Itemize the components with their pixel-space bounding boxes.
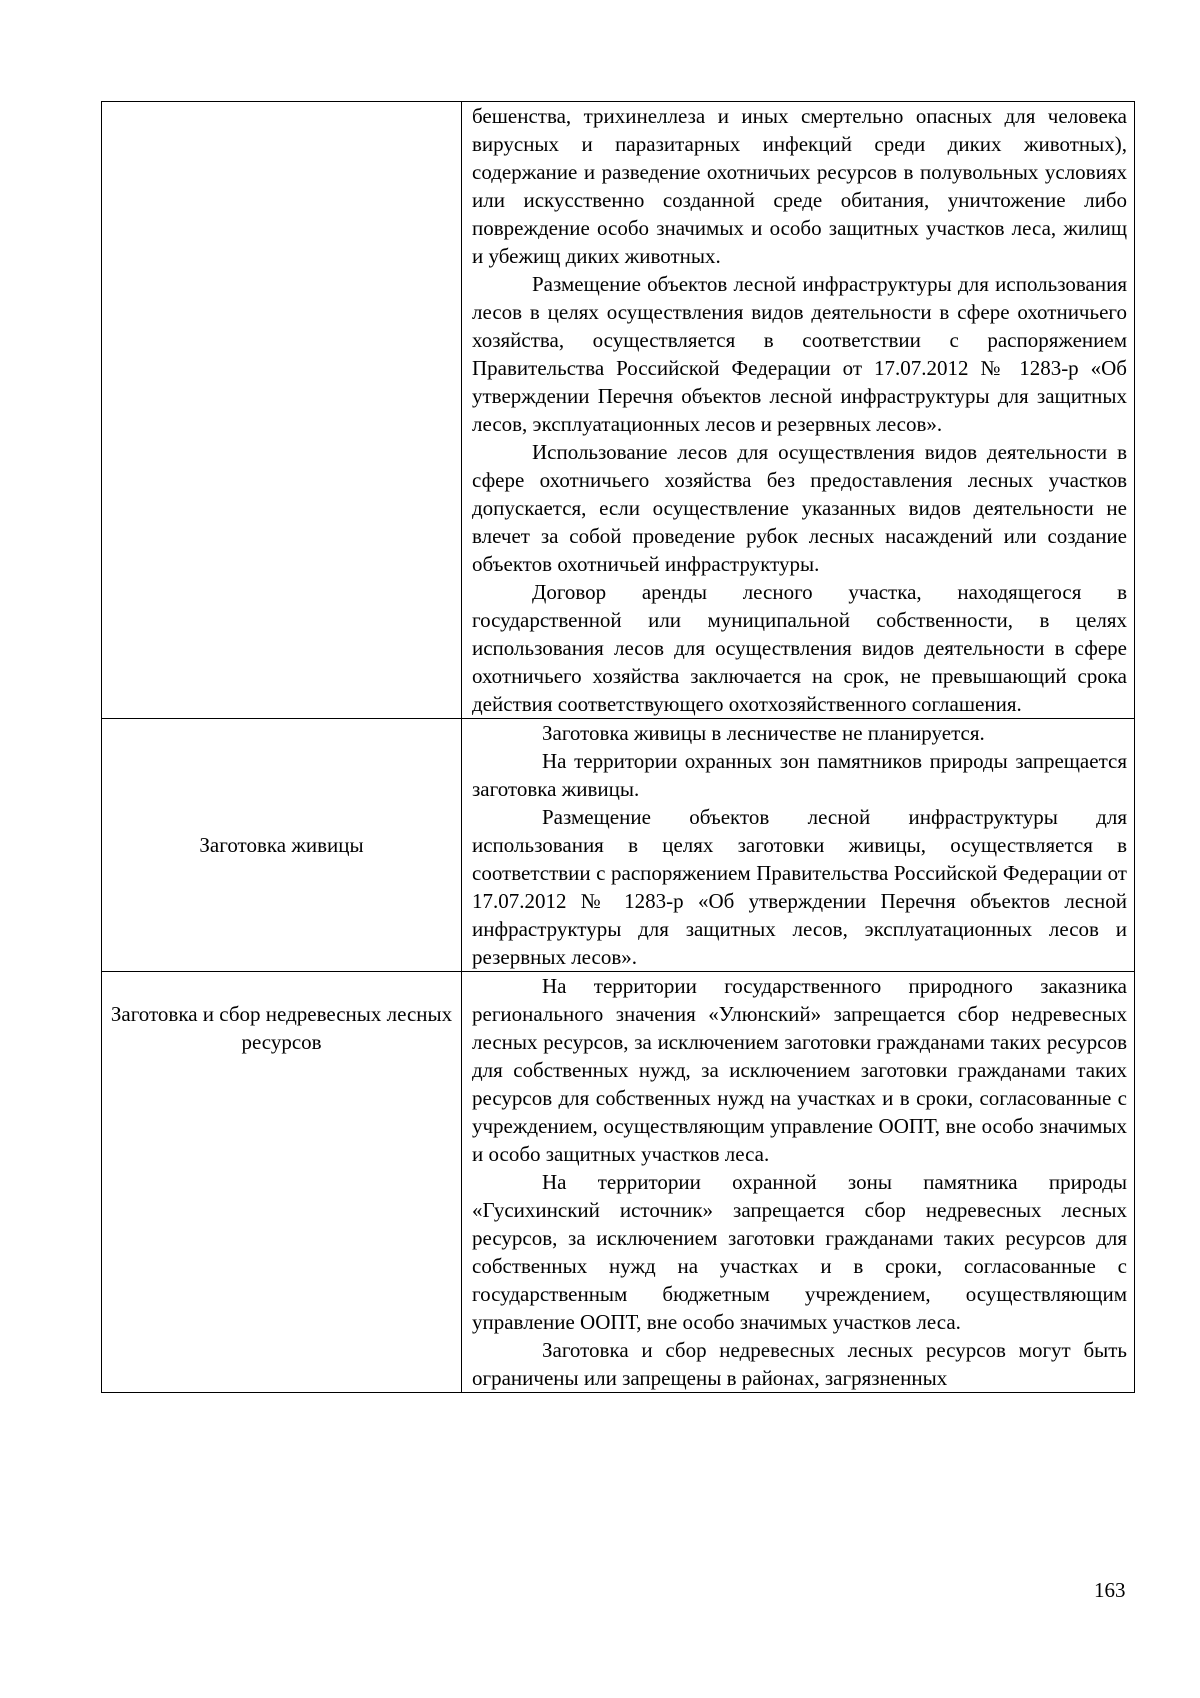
paragraph: На территории государственного природного заказника регионального значения «Улюнский» запрещается сбор недревесных лесных ресурсов, за исключением заготовки гражданами таких ресурсов для собственных нужд, за исключением заготовки гражданами таких ресурсов для собственных нужд на участках и в сроки, согласованные с учреждением, осуществляющим управление ООПТ, вне особо значимых и особо защитных участков леса.: [472, 974, 1127, 1166]
regulation-cell: [462, 719, 1135, 972]
regulation-cell: [462, 972, 1135, 1393]
table-row: [102, 102, 1135, 719]
activity-label: Заготовка живицы: [199, 833, 364, 857]
regulation-cell: [462, 102, 1135, 719]
paragraph: Размещение объектов лесной инфраструктуры для использования лесов в целях осуществления видов деятельности в сфере охотничьего хозяйства, осуществляется в соответствии с распоряжением Правительства Российской Федерации от 17.07.2012 № 1283-р «Об утверждении Перечня объектов лесной инфраструктуры для защитных лесов, эксплуатационных лесов и резервных лесов».: [472, 272, 1127, 436]
paragraph: На территории охранных зон памятников природы запрещается заготовка живицы.: [472, 749, 1127, 801]
paragraph: бешенства, трихинеллеза и иных смертельно опасных для человека вирусных и паразитарных инфекций среди диких животных), содержание и разведение охотничьих ресурсов в полувольных условиях или искусственно созданной среде обитания, уничтожение либо повреждение особо значимых и особо защитных участков леса, жилищ и убежищ диких животных.: [472, 104, 1127, 268]
activity-cell: [102, 102, 462, 719]
paragraph: Размещение объектов лесной инфраструктуры для использования в целях заготовки живицы, осуществляется в соответствии с распоряжением Правительства Российской Федерации от 17.07.2012 № 1283-р «Об утверждении Перечня объектов лесной инфраструктуры для защитных лесов, эксплуатационных лесов и резервных лесов».: [472, 805, 1127, 969]
activity-cell: [102, 972, 462, 1393]
activity-label: Заготовка и сбор недревесных лесных ресурсов: [110, 1002, 453, 1054]
paragraph: Использование лесов для осуществления видов деятельности в сфере охотничьего хозяйства без предоставления лесных участков допускается, если осуществление указанных видов деятельности не влечет за собой проведение рубок лесных насаждений или создание объектов охотничьей инфраструктуры.: [472, 440, 1127, 576]
paragraph: Заготовка и сбор недревесных лесных ресурсов могут быть ограничены или запрещены в районах, загрязненных: [472, 1338, 1127, 1390]
forest-use-table: [101, 101, 1135, 1393]
activity-cell: [102, 719, 462, 972]
page-number: 163: [1094, 1578, 1126, 1602]
paragraph: На территории охранной зоны памятника природы «Гусихинский источник» запрещается сбор недревесных лесных ресурсов, за исключением заготовки гражданами таких ресурсов для собственных нужд на участках и в сроки, согласованные с государственным бюджетным учреждением, осуществляющим управление ООПТ, вне особо значимых участков леса.: [472, 1170, 1127, 1334]
table-row: [102, 719, 1135, 972]
table-row: [102, 972, 1135, 1393]
paragraph: Заготовка живицы в лесничестве не планируется.: [542, 721, 985, 745]
paragraph: Договор аренды лесного участка, находящегося в государственной или муниципальной собственности, в целях использования лесов для осуществления видов деятельности в сфере охотничьего хозяйства заключается на срок, не превышающий срока действия соответствующего охотхозяйственного соглашения.: [472, 580, 1127, 716]
